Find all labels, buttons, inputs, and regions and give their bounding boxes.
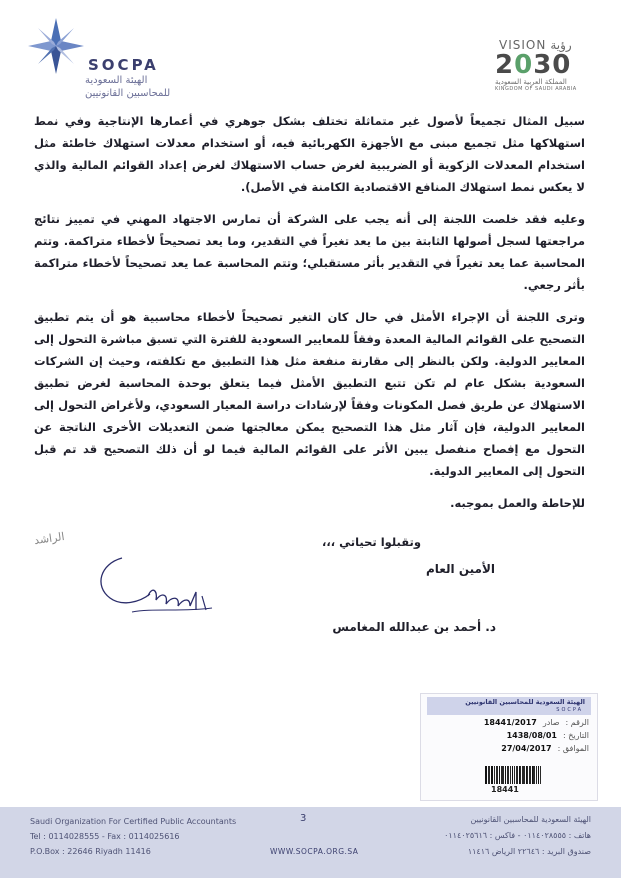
stamp-number-value: 18441/2017 [483, 718, 537, 727]
vision-2030-logo [495, 38, 595, 98]
stamp-header [427, 697, 591, 715]
paragraph: سبيل المثال تجميعاً لأصول غير متماثلة تختلف بشكل جوهري في أعمارها الإنتاجية وفي نمط استهلاكها مثل تجميع مبنى مع الأجهزة الكهربائية فيه، أو استخدام معدلات استهلاك خاطئة مثل استخدام المعدلات الزكوية أو الضريبية لغرض حساب الاستهلاك لغرض إعداد القوائم المالية والذي لا يعكس نمط استهلاك المنافع الاقتصادية الكامنة في الأصل). [34, 114, 585, 194]
footer-org-en: Saudi Organization For Certified Public Accountants [30, 817, 237, 826]
vision-country-en: KINGDOM OF SAUDI ARABIA [495, 86, 577, 92]
vision-country-ar: المملكة العربية السعودية [495, 78, 567, 86]
socpa-logo [22, 12, 171, 102]
socpa-brand-arabic-line1: الهيئة السعودية [85, 75, 148, 86]
footer-po-box-ar: صندوق البريد : ٢٢٦٤٦ الرياض ١١٤١٦ [467, 847, 591, 856]
letter-body [34, 110, 585, 524]
vision-label-en: VISION [499, 38, 547, 52]
paragraph: وترى اللجنة أن الإجراء الأمثل في حال كان التغير تصحيحاً لأخطاء محاسبية هو أن يتم تطبيق التصحيح على القوائم المالية المعدة وفقاً للمعايير السعودية للفترة التي تسبق مباشرة التحول إلى المعايير الدولية. ولكن بالنظر إلى مقارنة منفعة مثل هذا التطبيق مع تكلفته، وحيث إن الشركات السعودية بشكل عام لم تكن تتبع التطبيق الأمثل فيما يتعلق بوحدة المحاسبة لغرض تطبيق الاستهلاك عن طريق فصل المكونات وفقاً لإرشادات دراسة المعيار السعودي، ولأغراض التحول إلى المعايير الدولية، فإن آثار مثل هذا التصحيح يمكن معالجتها ضمن التعديلات الأخرى الناتجة عن التحول مع إفصاح منفصل يبين الأثر على القوائم المالية فيما لو أن ذلك التصحيح قد تم قبل التحول إلى المعايير الدولية. [34, 310, 585, 478]
stamp-number-row [484, 718, 589, 727]
stamp-corresponding-label: الموافق : [557, 744, 589, 753]
stamp-number-label: الرقم : [565, 718, 589, 727]
footer-phone-fax-en: Tel : 0114028555 - Fax : 0114025616 [30, 832, 180, 841]
page-footer [0, 807, 621, 878]
handwritten-signature [92, 552, 227, 618]
footer-org-ar: الهيئة السعودية للمحاسبين القانونيين [470, 815, 591, 824]
stamp-corresponding-row [501, 744, 589, 753]
barcode-icon [485, 766, 541, 784]
paragraph: وعليه فقد خلصت اللجنة إلى أنه يجب على الشركة أن تمارس الاجتهاد المهني في تمييز نتائج مراجعتها لسجل أصولها الثابتة بين ما يعد تغيراً في التقدير، وما يعد تصحيحاً لأخطاء متراكمة. وتتم المحاسبة عما يعد تغيراً في التقدير بأثر مستقبلي؛ وتتم المحاسبة عما يعد تصحيحاً لأخطاء متراكمة بأثر رجعي. [34, 212, 585, 292]
signer-title: الأمين العام [425, 562, 495, 576]
barcode-number: 18441 [491, 785, 519, 794]
socpa-brand-text: SOCPA [88, 56, 159, 74]
stamp-org-ar: الهيئة السعودية للمحاسبين القانونيين [465, 698, 585, 706]
stamp-date-value: 1438/08/01 [506, 731, 557, 740]
socpa-brand-arabic-line2: للمحاسبين القانونيين [85, 88, 171, 99]
socpa-star-icon [22, 16, 86, 80]
page-number: 3 [300, 813, 307, 824]
margin-initial: الراشد [33, 529, 66, 548]
footer-po-box-en: P.O.Box : 22646 Riyadh 11416 [30, 847, 151, 856]
signer-name: د. أحمد بن عبدالله المغامس [332, 620, 496, 634]
vision-label-ar: رؤية [550, 38, 572, 52]
paragraph: للإحاطة والعمل بموجبه. [450, 496, 585, 510]
stamp-corresponding-value: 27/04/2017 [501, 744, 552, 753]
vision-year: 2030 [495, 50, 572, 80]
footer-phone-fax-ar: هاتف : ٠١١٤٠٢٨٥٥٥ - فاكس : ٠١١٤٠٢٥٦١٦ [444, 831, 591, 840]
stamp-date-row [507, 731, 589, 740]
closing-greeting: وتقبلوا تحياتي ،،، [322, 535, 421, 549]
footer-website: WWW.SOCPA.ORG.SA [270, 847, 359, 856]
stamp-date-label: التاريخ : [562, 731, 589, 740]
stamp-number-kind: صادر [542, 718, 560, 727]
reference-stamp [420, 693, 598, 801]
stamp-org-en: SOCPA [556, 707, 583, 713]
